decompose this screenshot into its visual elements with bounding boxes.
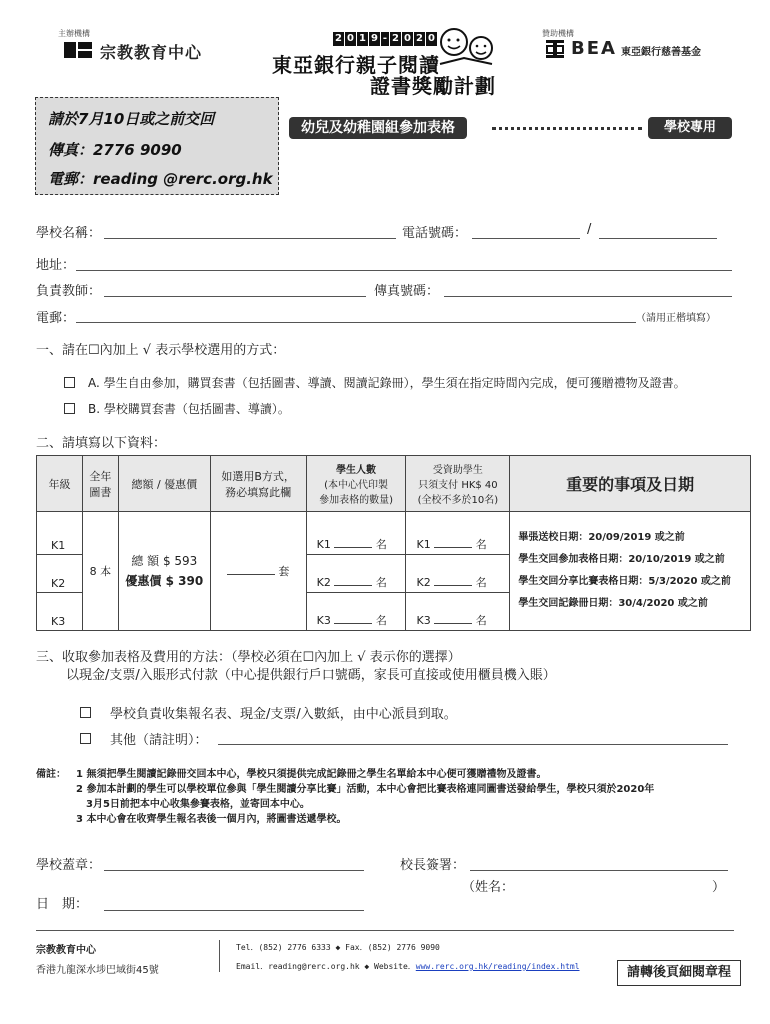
grade-k1: K1 bbox=[37, 512, 83, 555]
books-count: 8 本 bbox=[82, 512, 118, 631]
return-deadline: 請於7月10日或之前交回 bbox=[48, 110, 215, 128]
school-stamp-field[interactable] bbox=[104, 870, 364, 871]
k3-students[interactable]: K3 名 bbox=[306, 593, 406, 631]
option-b-checkbox[interactable] bbox=[64, 403, 75, 414]
note-1: 1 無須把學生閱讀記錄冊交回本中心，學校只須提供完成記錄冊之學生名單給本中心便可獲贈禮物及證書。 bbox=[76, 769, 547, 780]
note-3: 3 本中心會在收齊學生報名表後一個月內，將圖書送遞學校。 bbox=[76, 814, 347, 825]
return-deadline-box bbox=[35, 97, 279, 195]
footer-email: Email．reading@rerc.org.hk ◆ Website． bbox=[236, 962, 416, 971]
footer-divider bbox=[36, 930, 734, 931]
year-digit: - bbox=[382, 33, 388, 44]
other-option-checkbox[interactable] bbox=[80, 733, 91, 744]
organizer-tag: 主辦機構 bbox=[58, 29, 90, 38]
teacher-field[interactable] bbox=[104, 296, 366, 297]
parent-child-faces-icon bbox=[436, 26, 500, 70]
k1-students[interactable]: K1 名 bbox=[306, 512, 406, 555]
k3-subsidy[interactable]: K3 名 bbox=[406, 593, 510, 631]
footer-address: 香港九龍深水埗巴域街45號 bbox=[36, 965, 159, 976]
address-field[interactable] bbox=[76, 270, 732, 271]
phone-slash: / bbox=[587, 222, 592, 237]
year-digit: 2 bbox=[414, 32, 425, 46]
discount-price: 優惠價 $ 390 bbox=[125, 574, 204, 588]
k2-students[interactable]: K2 名 bbox=[306, 555, 406, 593]
year-digit: 1 bbox=[357, 32, 368, 46]
note-2: 2 參加本計劃的學生可以學校單位參與「學生閱讀分享比賽」活動，本中心會把比賽表格連同圖書送發給學生，學校只須於2020年 bbox=[76, 784, 655, 795]
date-field[interactable] bbox=[104, 910, 364, 911]
programme-title-line1: 東亞銀行親子閱讀 bbox=[272, 53, 440, 77]
price-cell bbox=[118, 512, 210, 631]
header-subsidy: 受資助學生 只須支付 HK$ 40 (全校不多於10名) bbox=[406, 456, 510, 512]
email-field[interactable] bbox=[76, 322, 636, 323]
fax-label: 傳真號碼： bbox=[374, 284, 440, 299]
header-method-b: 如選用B方式， 務必填寫此欄 bbox=[210, 456, 306, 512]
return-email: 電郵：reading @rerc.org.hk bbox=[48, 170, 273, 188]
bea-logo-icon bbox=[544, 38, 566, 60]
organizer-logo-icon bbox=[64, 40, 94, 60]
year-digit: 2 bbox=[390, 32, 401, 46]
year-digit: 2 bbox=[333, 32, 344, 46]
phone-field-2[interactable] bbox=[599, 238, 717, 239]
footer-separator bbox=[219, 940, 220, 972]
return-fax: 傳真：2776 9090 bbox=[48, 141, 182, 159]
notes-label: 備註： bbox=[36, 769, 66, 780]
collect-option-label: 學校負責收集報名表、現金/支票/入數紙，由中心派員到取。 bbox=[110, 707, 457, 722]
other-option-label: 其他（請註明）： bbox=[110, 733, 208, 748]
year-digit: 0 bbox=[345, 32, 356, 46]
website-link[interactable]: www.rerc.org.hk/reading/index.html bbox=[415, 962, 580, 971]
school-name-label: 學校名稱： bbox=[36, 226, 102, 241]
programme-title-line2: 證書獎勵計劃 bbox=[370, 74, 496, 98]
year-digit: 0 bbox=[426, 32, 437, 46]
year-digit: 9 bbox=[369, 32, 380, 46]
form-title: 幼兒及幼稚園組參加表格 bbox=[289, 117, 467, 139]
principal-signature-field[interactable] bbox=[470, 870, 728, 871]
year-band bbox=[333, 30, 438, 46]
email-note: （請用正楷填寫） bbox=[636, 313, 716, 324]
header-grade: 年級 bbox=[37, 456, 83, 512]
note-2-cont: 3月5日前把本中心收集參賽表格，並寄回本中心。 bbox=[86, 799, 310, 810]
email-label: 電郵： bbox=[36, 311, 76, 326]
date-label: 日 期： bbox=[36, 897, 89, 912]
school-stamp-label: 學校蓋章： bbox=[36, 858, 102, 873]
phone-label: 電話號碼： bbox=[402, 226, 468, 241]
other-option-field[interactable] bbox=[218, 744, 728, 745]
section2-title: 二、請填寫以下資料： bbox=[36, 436, 167, 451]
fax-field[interactable] bbox=[444, 296, 732, 297]
important-dates-list: 畢張送校日期：20/09/2019 或之前 學生交回參加表格日期：20/10/2019 或之前 學生交回分享比賽表格日期：5/3/2020 或之前 學生交回記錄冊日期：30/4/2020 或之前 bbox=[510, 512, 751, 631]
school-only-tag: 學校專用 bbox=[648, 117, 732, 139]
phone-field-1[interactable] bbox=[472, 238, 580, 239]
section3-title: 三、收取參加表格及費用的方法：（學校必須在☐內加上 √ 表示你的選擇） bbox=[36, 650, 461, 665]
grade-k3: K3 bbox=[37, 593, 83, 631]
sets-cell[interactable]: 套 bbox=[210, 512, 306, 631]
header-price: 總額 / 優惠價 bbox=[118, 456, 210, 512]
section3-subtitle: 以現金/支票/入賬形式付款（中心提供銀行戶口號碼，家長可直接或使用櫃員機入賬） bbox=[66, 668, 556, 683]
k1-subsidy[interactable]: K1 名 bbox=[406, 512, 510, 555]
year-digit: 0 bbox=[402, 32, 413, 46]
header-books: 全年 圖書 bbox=[82, 456, 118, 512]
footer-contact bbox=[236, 961, 580, 972]
footer-org: 宗教教育中心 bbox=[36, 945, 96, 956]
sponsor-name: 東亞銀行慈善基金 bbox=[621, 47, 701, 58]
option-a-checkbox[interactable] bbox=[64, 377, 75, 388]
registration-table bbox=[36, 455, 751, 631]
turn-page-notice: 請轉後頁細閱章程 bbox=[617, 960, 741, 986]
sponsor-brand: BEA bbox=[571, 38, 617, 59]
school-name-field[interactable] bbox=[104, 238, 396, 239]
section1-title: 一、請在☐內加上 √ 表示學校選用的方式： bbox=[36, 343, 286, 358]
address-label: 地址： bbox=[36, 258, 76, 273]
sponsor-tag: 贊助機構 bbox=[542, 29, 574, 38]
header-students: 學生人數 (本中心代印製 參加表格的數量) bbox=[306, 456, 406, 512]
header-important-dates: 重要的事項及日期 bbox=[510, 456, 751, 512]
collect-option-checkbox[interactable] bbox=[80, 707, 91, 718]
organizer-name: 宗教教育中心 bbox=[100, 43, 203, 62]
option-b-label: B. 學校購買套書（包括圖書、導讀）。 bbox=[88, 402, 290, 416]
principal-name-close: ） bbox=[712, 880, 726, 895]
teacher-label: 負責教師： bbox=[36, 284, 102, 299]
principal-name-open: （姓名： bbox=[462, 880, 515, 895]
principal-signature-label: 校長簽署： bbox=[400, 858, 466, 873]
dotted-leader bbox=[492, 127, 642, 130]
grade-k2: K2 bbox=[37, 555, 83, 593]
footer-tel-fax: Tel．(852) 2776 6333 ◆ Fax．(852) 2776 9090 bbox=[236, 943, 440, 952]
option-a-label: A. 學生自由參加，購買套書（包括圖書、導讀、閱讀記錄冊），學生須在指定時間內完成，便可獲贈禮物及證書。 bbox=[88, 376, 686, 390]
k2-subsidy[interactable]: K2 名 bbox=[406, 555, 510, 593]
total-price: 總 額 $ 593 bbox=[131, 554, 198, 568]
